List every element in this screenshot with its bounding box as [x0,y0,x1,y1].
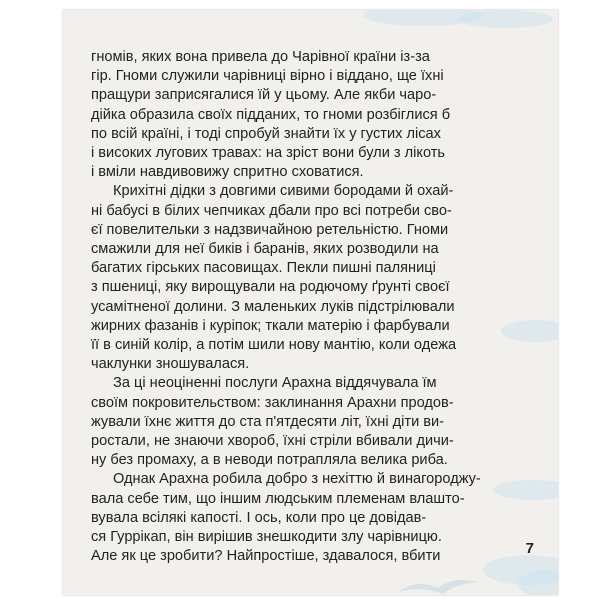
text-line: ні бабусі в білих чепчиках дбали про всі потреби сво- [91,202,452,219]
text-line: по всій країні, і тоді спробуй знайти їх у густих лісах [91,125,441,142]
text-line: її в синій колір, а потім шили нову мантію, коли одежа [91,337,457,354]
text-line: ростали, не знаючи хвороб, їхні стріли вбивали дичи- [91,433,454,450]
paragraph-1 [91,48,509,182]
text-line: і високих лугових травах: на зріст вони були з лікоть [91,145,446,162]
text-line: єї повелительки з надзвичайною ретельністю. Гноми [91,221,449,238]
paragraph-2 [91,182,509,374]
page-number: 7 [525,540,534,557]
text-line: багатих гірських пасовищах. Пекли пишні паляниці [91,260,436,277]
paragraph-3 [91,374,509,470]
text-line: з пшениці, яку вирощували на родючому ґрунті своєї [91,279,450,296]
text-line: Крихітні дідки з довгими сивими бородами й охай- [113,183,454,200]
cloud-decoration [458,10,553,28]
text-line: дійка образила своїх підданих, то гноми розбіглися б [91,106,451,123]
text-line: своїм покровительством: заклинання Арахни продов- [91,394,454,411]
text-line: смажили для неї биків і баранів, яких розводили на [91,241,439,258]
cloud-decoration [501,320,558,342]
text-line: усамітненої долини. З маленьких луків підстрілювали [91,298,455,315]
text-line: ся Гуррікап, він вирішив знешкодити злу чарівницю. [91,529,442,546]
text-line: Але як це зробити? Найпростіше, здавалося, вбити [91,548,441,565]
bird-illustration-icon [393,570,483,595]
text-line: і вміли навдивовижу спритно сховатися. [91,164,364,181]
text-line: пращури заприсягалися їй у цьому. Але якби чаро- [91,87,437,104]
body-text [91,48,509,566]
text-line: вувала всілякі капості. І ось, коли про це довідав- [91,509,427,526]
text-line: гномів, яких вона привела до Чарівної країни із-за [91,49,430,65]
text-line: чаклунки зношувалася. [91,356,250,373]
text-line: гір. Гноми служили чарівниці вірно і віддано, ще їхні [91,68,444,85]
text-line: вала себе тим, що іншим людським племенам влашто- [91,490,465,507]
book-page [63,10,558,595]
text-line: жирних фазанів і куріпок; ткали матерію і фарбували [91,317,450,334]
text-line: За ці неоціненні послуги Арахна віддячувала їм [113,375,437,392]
paragraph-4 [91,470,509,566]
text-line: ну без промаху, а в неводи потрапляла велика риба. [91,452,448,469]
text-line: Однак Арахна робила добро з нехіттю й винагороджу- [113,471,481,488]
text-line: жували їхнє життя до ста п'ятдесяти літ, їхні діти ви- [91,413,445,430]
